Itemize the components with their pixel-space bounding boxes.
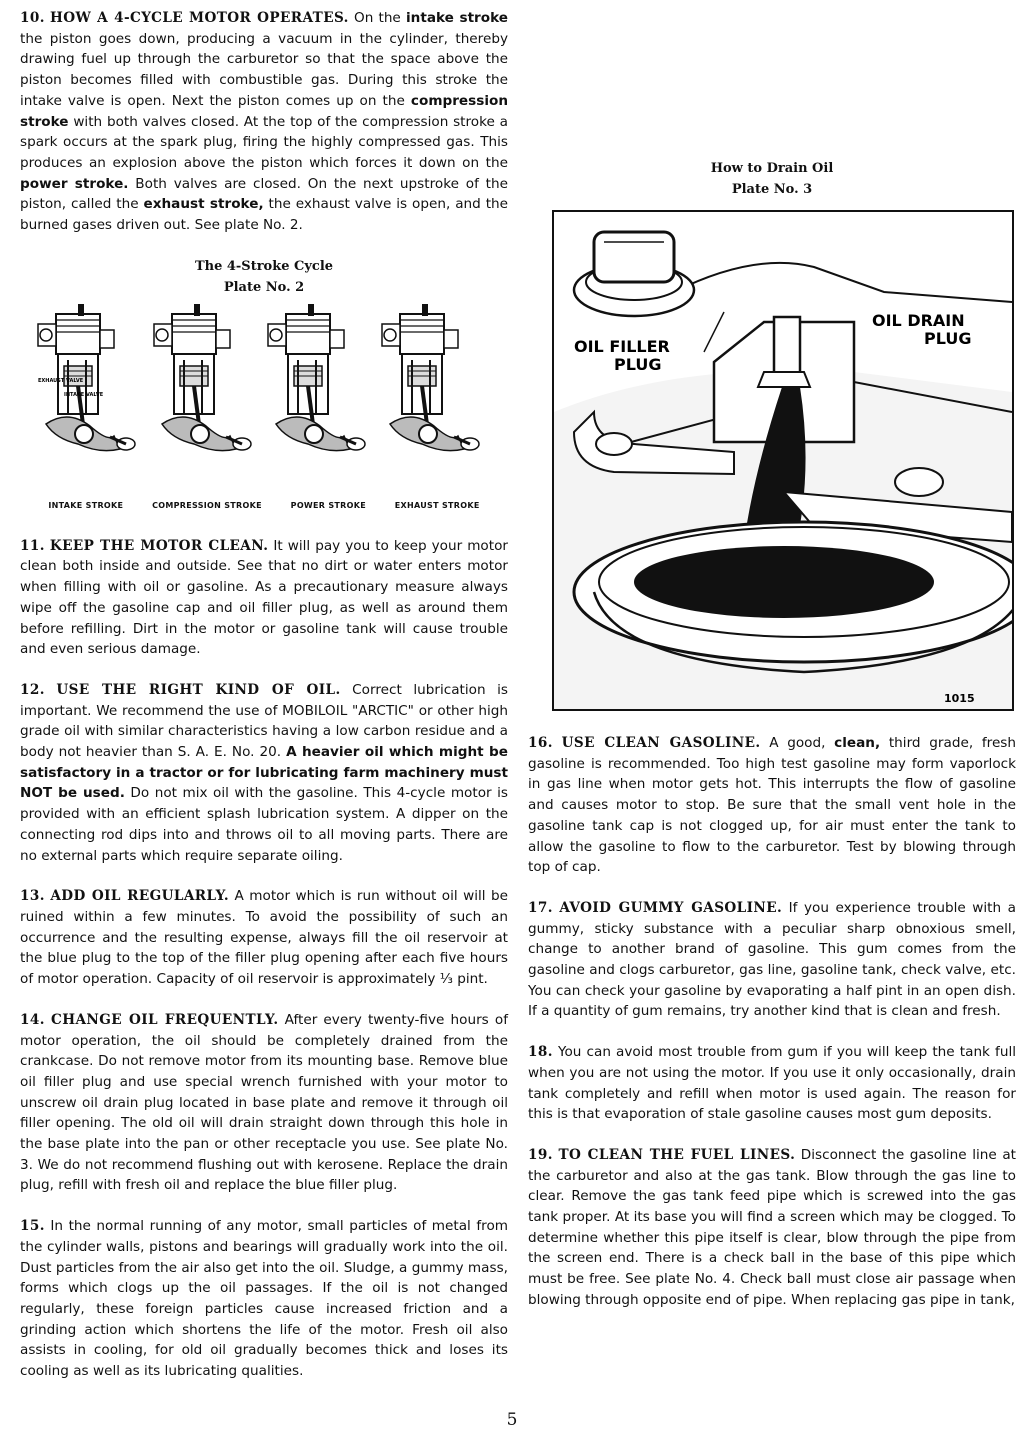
body-text: Correct lubrication is important. We recommend the use of MOBILOIL "ARCTIC" or other high grade oil with similar characteristics having a low carbon residue and a body not heavier than S. A. E. No. 20. [20, 681, 509, 761]
stroke-label: COMPRESSION STROKE [152, 501, 262, 511]
section-number: 14. [20, 1011, 45, 1028]
body-text: the exhaust valve is open, and the burned gases driven out. See plate No. 2. [20, 196, 509, 234]
page-number: 5 [506, 1410, 518, 1430]
term-exhaust-stroke: exhaust stroke, [143, 196, 264, 213]
stroke-labels [34, 496, 494, 517]
section-number: 19. [528, 1146, 553, 1163]
section-number: 10. [20, 10, 45, 26]
four-stroke-illustration [34, 304, 494, 511]
section-number: 17. [528, 899, 553, 916]
oil-drain-label: PLUG [924, 329, 972, 348]
oil-drain-label: OIL DRAIN [872, 311, 965, 330]
plate-2-caption-title: The 4-Stroke Cycle [194, 258, 334, 274]
section-16 [528, 733, 1016, 878]
section-14 [20, 1010, 508, 1196]
section-title: USE CLEAN GASOLINE. [561, 735, 761, 751]
oil-filler-label: PLUG [614, 355, 662, 374]
body-text: A good, [760, 735, 835, 751]
oil-drain-icon [554, 212, 1012, 709]
section-title: USE THE RIGHT KIND OF OIL. [56, 681, 341, 698]
plate-3-caption-title: How to Drain Oil [710, 161, 834, 176]
section-11 [20, 536, 508, 660]
body-text: On the [348, 10, 406, 26]
plate-3-caption-number: Plate No. 3 [731, 182, 813, 197]
body-text: In the normal running of any motor, small particles of metal from the cylinder walls, pistons and bearings will gradually work into the oil. Dust particles from the air also get into the oil. Sludge, a gummy mass, forms which clogs up the oil passages. If the oil is not changed regularly, these foreign particles cause increased friction and a grinding action which shortens the life of the motor. Fresh oil also assists in cooling, for old oil gradually becomes thick and loses its cooling as well as its lubricating qualities. [20, 1218, 508, 1380]
section-17 [528, 898, 1016, 1022]
stroke-label: INTAKE STROKE [48, 501, 124, 511]
section-title: AVOID GUMMY GASOLINE. [559, 899, 783, 916]
section-number: 15. [20, 1218, 45, 1235]
section-title: ADD OIL REGULARLY. [50, 888, 230, 905]
term-compression-stroke: compression stroke [20, 92, 508, 130]
term-intake-stroke: intake stroke [405, 10, 508, 26]
section-title: KEEP THE MOTOR CLEAN. [49, 537, 269, 554]
plate-2 [20, 256, 508, 511]
section-number: 16. [528, 735, 553, 751]
body-text: with both valves closed. At the top of the compression stroke a spark occurs at the spark plug, firing the highly compressed gas. This produces an explosion above the piston which forces it down on the [20, 113, 508, 171]
section-18 [528, 1042, 1016, 1125]
body-text: third grade, fresh gasoline is recommended. Too high test gasoline may form vaporlock in gas line when motor gets hot. This interrupts the flow of gasoline and causes motor to stop. Be sure that the small vent hole in the gasoline tank cap is not clogged up, for air must enter the tank to allow the gasoline to flow to the carburetor. Test by blowing through top of cap. [528, 735, 1017, 876]
section-10 [20, 8, 508, 236]
section-19 [528, 1145, 1016, 1311]
valve-label: INTAKE VALVE [64, 391, 104, 398]
stroke-label: EXHAUST STROKE [394, 501, 480, 511]
body-text: Disconnect the gasoline line at the carburetor and also at the gas tank. Blow through the gas line to clear. Remove the gas tank feed pipe which is screwed into the gas tank proper. At its base you will find a screen which may be clogged. To determine whether this pipe itself is clear, blow through the pipe from the screen end. There is a check ball in the base of this pipe which must be free. See plate No. 4. Check ball must close air passage when blowing through opposite end of pipe. When replacing gas pipe in tank, [528, 1146, 1017, 1308]
plate-3 [528, 158, 1016, 711]
section-number: 18. [528, 1044, 553, 1061]
body-text: A motor which is run without oil will be ruined within a few minutes. To avoid the possibility of such an occurrence and the resulting expense, always fill the oil reservoir at the blue plug to the top of the filler plug opening after each five hours of motor operation. Capacity of oil reservoir is approximately ⅓ pint. [20, 888, 508, 988]
body-text: the piston goes down, producing a vacuum in the cylinder, thereby drawing fuel up through the carburetor so that the space above the piston becomes filled with combustible gas. During this stroke the intake valve is open. Next the piston comes up on the [20, 30, 508, 109]
valve-label: EXHAUST VALVE [38, 377, 84, 384]
term-power-stroke: power stroke. [20, 175, 129, 192]
section-15 [20, 1216, 508, 1382]
section-12 [20, 680, 508, 866]
body-text: Both valves are closed. On the next upstroke of the piston, called the [20, 175, 508, 213]
plate-2-caption-number: Plate No. 2 [223, 279, 305, 295]
body-text: If you experience trouble with a gummy, sticky substance with a peculiar sharp obnoxious smell, change to another brand of gasoline. This gum comes from the gasoline and clogs carburetor, gas line, gasoline tank, check valve, etc. You can check your gasoline by evaporating a half pint in an open dish. If a quantity of gum remains, try another kind that is clean and fresh. [528, 899, 1016, 1020]
stroke-label: POWER STROKE [290, 501, 366, 511]
oil-filler-label: OIL FILLER [574, 337, 670, 356]
section-number: 13. [20, 888, 45, 905]
section-title: TO CLEAN THE FUEL LINES. [558, 1146, 796, 1163]
section-title: CHANGE OIL FREQUENTLY. [51, 1011, 279, 1028]
section-13 [20, 886, 508, 990]
term-clean: clean, [834, 735, 881, 751]
section-number: 11. [20, 537, 45, 554]
section-number: 12. [20, 681, 45, 698]
right-column [528, 8, 1016, 1331]
oil-drain-illustration [552, 210, 1014, 711]
engine-cutaways-icon [34, 304, 494, 494]
section-title: HOW A 4-CYCLE MOTOR OPERATES. [50, 10, 349, 26]
body-text: Do not mix oil with the gasoline. This 4-cycle motor is provided with an efficient splash lubrication system. A dipper on the connecting rod dips into and throws oil to all moving parts. There are no external parts which require separate oiling. [20, 785, 508, 864]
body-text: After every twenty-five hours of motor operation, the oil should be completely drained from the crankcase. Do not remove motor from its mounting base. Remove blue oil filler plug and use special wrench furnished with your motor to unscrew oil drain plug located in base plate and remove it through oil filler opening. The old oil will drain straight down through this hole in the base plate into the pan or other receptacle you use. See plate No. 3. We do not recommend flushing out with kerosene. Replace the drain plug, refill with fresh oil and replace the blue filler plug. [20, 1011, 508, 1194]
body-text: It will pay you to keep your motor clean both inside and outside. See that no dirt or water enters motor when filling with oil or gasoline. As a precautionary measure always wipe off the gasoline cap and oil filler plug, as well as around them before refilling. Dirt in the motor or gasoline tank will cause trouble and even serious damage. [20, 537, 508, 658]
left-column [20, 8, 508, 1402]
artist-mark: 1015 [944, 692, 975, 705]
heavy-oil-warning: A heavier oil which might be satisfactory in a tractor or for lubricating farm machinery must NOT be used. [20, 744, 508, 802]
body-text: You can avoid most trouble from gum if you will keep the tank full when you are not using the motor. If you use it only occasionally, drain tank completely and refill when motor is used again. The reason for this is that evaporation of stale gasoline causes most gum deposits. [528, 1044, 1016, 1123]
